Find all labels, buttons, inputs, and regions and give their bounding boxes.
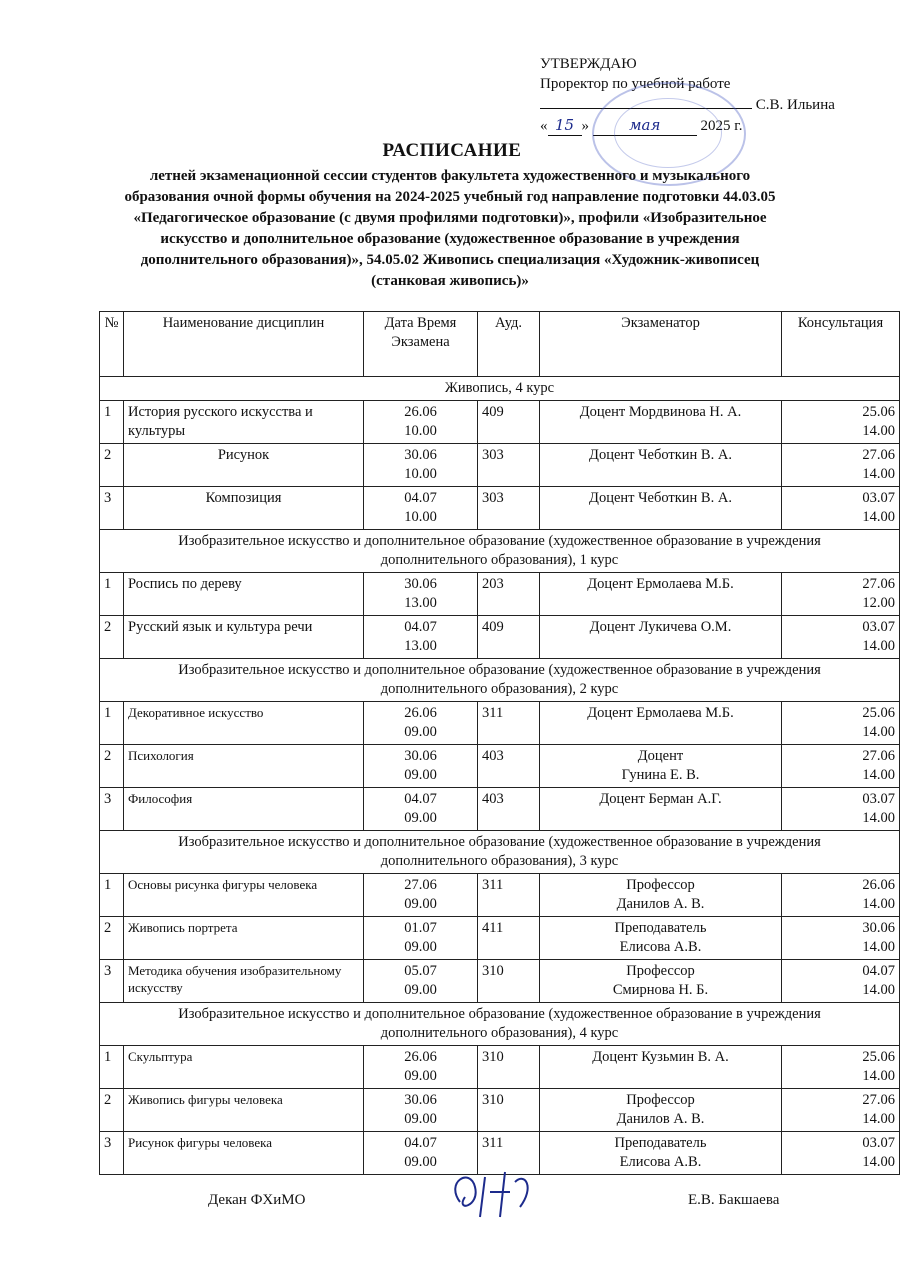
cell-num-value: 3 (104, 791, 112, 807)
cell-examiner-value: Профессор Данилов А. В. (616, 877, 705, 912)
table-row (100, 702, 900, 745)
cell-date-value: 01.07 (404, 920, 437, 936)
section-header-row (100, 831, 900, 874)
cell-consultation (782, 401, 900, 444)
cell-consultation (782, 874, 900, 917)
cell-date-value: 13.00 (404, 638, 437, 654)
cell-consultation-value: 14.00 (862, 638, 895, 654)
cell-num (100, 1132, 124, 1175)
cell-date-value: 09.00 (404, 896, 437, 912)
cell-consultation-value: 14.00 (862, 939, 895, 955)
cell-discipline-value: Живопись портрета (128, 920, 238, 935)
dean-signature (440, 1162, 550, 1222)
cell-date-value: 26.06 (404, 1049, 437, 1065)
cell-consultation-value: 14.00 (862, 1068, 895, 1084)
cell-num-value: 1 (104, 576, 112, 592)
cell-room (478, 1046, 540, 1089)
approval-day: 15 (548, 115, 582, 136)
cell-room (478, 487, 540, 530)
header-examiner: Экзаменатор (540, 312, 782, 377)
cell-num (100, 960, 124, 1003)
header-num: № (100, 312, 124, 377)
cell-num-value: 1 (104, 705, 112, 721)
cell-discipline (124, 917, 364, 960)
cell-date-value: 27.06 (404, 877, 437, 893)
cell-consultation-value: 25.06 (862, 705, 895, 721)
cell-num-value: 2 (104, 619, 112, 635)
cell-num (100, 874, 124, 917)
cell-date-value: 09.00 (404, 1154, 437, 1170)
cell-date-value: 05.07 (404, 963, 437, 979)
schedule-table (99, 311, 900, 1175)
table-row (100, 487, 900, 530)
cell-date-value: 09.00 (404, 1111, 437, 1127)
cell-room-value: 203 (482, 576, 504, 592)
cell-consultation-value: 03.07 (862, 619, 895, 635)
cell-date-value: 09.00 (404, 982, 437, 998)
approval-year: 2025 г. (700, 118, 743, 134)
cell-discipline-value: История русского искусства и культуры (128, 404, 313, 439)
cell-examiner (540, 960, 782, 1003)
cell-examiner (540, 702, 782, 745)
cell-examiner-value: Профессор Данилов А. В. (616, 1092, 705, 1127)
cell-date (364, 788, 478, 831)
cell-consultation (782, 745, 900, 788)
header-date: Дата Время Экзамена (364, 312, 478, 377)
cell-date-value: 13.00 (404, 595, 437, 611)
cell-discipline-value: Композиция (205, 490, 282, 506)
cell-room-value: 303 (482, 490, 504, 506)
cell-date (364, 917, 478, 960)
cell-examiner-value: Доцент Мордвинова Н. А. (579, 404, 742, 420)
cell-discipline (124, 745, 364, 788)
table-row (100, 616, 900, 659)
cell-date (364, 702, 478, 745)
cell-date (364, 1046, 478, 1089)
approval-month: мая (593, 115, 697, 136)
cell-consultation-value: 27.06 (862, 1092, 895, 1108)
cell-room (478, 702, 540, 745)
approval-position: Проректор по учебной работе (540, 76, 731, 92)
cell-discipline-value: Психология (128, 748, 194, 763)
cell-num (100, 917, 124, 960)
cell-consultation-value: 14.00 (862, 466, 895, 482)
cell-examiner (540, 487, 782, 530)
cell-consultation-value: 14.00 (862, 982, 895, 998)
table-row (100, 444, 900, 487)
cell-examiner-value: Доцент Чеботкин В. А. (589, 490, 732, 506)
cell-num-value: 3 (104, 1135, 112, 1151)
cell-room-value: 310 (482, 1049, 504, 1065)
table-row (100, 573, 900, 616)
cell-room (478, 573, 540, 616)
cell-date-value: 09.00 (404, 810, 437, 826)
cell-examiner (540, 1089, 782, 1132)
cell-examiner-value: Доцент Ермолаева М.Б. (587, 576, 734, 592)
cell-consultation (782, 616, 900, 659)
cell-consultation-value: 27.06 (862, 748, 895, 764)
dean-name: Е.В. Бакшаева (688, 1192, 780, 1208)
cell-consultation-value: 14.00 (862, 724, 895, 740)
cell-examiner-value: Доцент Берман А.Г. (599, 791, 722, 807)
cell-num (100, 702, 124, 745)
cell-consultation (782, 788, 900, 831)
cell-discipline (124, 960, 364, 1003)
cell-consultation-value: 25.06 (862, 1049, 895, 1065)
dean-title: Декан ФХиМО (208, 1192, 306, 1208)
cell-date-value: 04.07 (404, 619, 437, 635)
cell-discipline (124, 788, 364, 831)
cell-consultation-value: 12.00 (862, 595, 895, 611)
cell-consultation (782, 1089, 900, 1132)
cell-date-value: 30.06 (404, 748, 437, 764)
cell-consultation-value: 14.00 (862, 1111, 895, 1127)
cell-examiner (540, 573, 782, 616)
cell-room-value: 409 (482, 404, 504, 420)
cell-discipline-value: Философия (128, 791, 193, 806)
cell-discipline (124, 444, 364, 487)
cell-examiner-value: Доцент Лукичева О.М. (589, 619, 732, 635)
cell-discipline-value: Живопись фигуры человека (128, 1092, 283, 1107)
cell-num-value: 1 (104, 404, 112, 420)
table-row (100, 960, 900, 1003)
cell-discipline-value: Методика обучения изобразительному искусству (128, 963, 342, 995)
cell-consultation (782, 702, 900, 745)
cell-room (478, 1089, 540, 1132)
table-header-row (100, 312, 900, 377)
cell-num-value: 2 (104, 1092, 112, 1108)
cell-consultation-value: 27.06 (862, 447, 895, 463)
approver-name: С.В. Ильина (755, 97, 835, 113)
cell-num-value: 3 (104, 963, 112, 979)
approval-heading: УТВЕРЖДАЮ (540, 56, 637, 72)
date-quote-open: « (540, 118, 548, 134)
cell-date (364, 573, 478, 616)
cell-discipline-value: Основы рисунка фигуры человека (128, 877, 318, 892)
cell-examiner-value: Доцент Кузьмин В. А. (592, 1049, 729, 1065)
cell-room-value: 310 (482, 963, 504, 979)
document-subtitle: летней экзаменационной сессии студентов факультета художественного и музыкального образования очной формы обучения на 2024-2025 учебный год направление подготовки 44.03.05 «Педагогическое образование (с двумя профилями подготовки)», профили «Изобразительное искусство и дополнительное образование (художественное образование в учреждения дополнительного образования)», 54.05.02 Живопись специализация «Художник-живописец (станковая живопись)» (124, 168, 776, 289)
table-row (100, 917, 900, 960)
cell-num (100, 487, 124, 530)
cell-date (364, 616, 478, 659)
cell-room-value: 303 (482, 447, 504, 463)
cell-num (100, 745, 124, 788)
cell-discipline (124, 874, 364, 917)
table-row (100, 1046, 900, 1089)
cell-num (100, 444, 124, 487)
header-consultation: Консультация (782, 312, 900, 377)
header-discipline: Наименование дисциплин (124, 312, 364, 377)
cell-examiner (540, 788, 782, 831)
cell-date-value: 30.06 (404, 447, 437, 463)
cell-discipline-value: Скульптура (128, 1049, 193, 1064)
cell-discipline-value: Декоративное искусство (128, 705, 264, 720)
cell-date-value: 04.07 (404, 490, 437, 506)
cell-room (478, 745, 540, 788)
cell-date-value: 04.07 (404, 791, 437, 807)
cell-consultation (782, 917, 900, 960)
cell-date (364, 1089, 478, 1132)
cell-examiner (540, 616, 782, 659)
cell-date (364, 401, 478, 444)
cell-num-value: 1 (104, 1049, 112, 1065)
table-row (100, 1089, 900, 1132)
cell-consultation-value: 26.06 (862, 877, 895, 893)
cell-consultation (782, 444, 900, 487)
cell-room-value: 403 (482, 748, 504, 764)
cell-room (478, 960, 540, 1003)
table-row (100, 788, 900, 831)
section-header-row (100, 377, 900, 401)
cell-num (100, 1089, 124, 1132)
cell-room (478, 874, 540, 917)
cell-date-value: 26.06 (404, 404, 437, 420)
cell-examiner (540, 917, 782, 960)
cell-consultation-value: 25.06 (862, 404, 895, 420)
cell-examiner (540, 444, 782, 487)
cell-examiner-value: Доцент Гунина Е. В. (621, 748, 700, 783)
cell-discipline (124, 1046, 364, 1089)
section-title: Изобразительное искусство и дополнительное образование (художественное образование в учреждения дополнительного образования), 4 курс (100, 1003, 900, 1046)
cell-discipline-value: Роспись по дереву (128, 576, 242, 592)
cell-date-value: 09.00 (404, 1068, 437, 1084)
document-title: РАСПИСАНИЕ (382, 140, 522, 161)
cell-consultation-value: 03.07 (862, 490, 895, 506)
cell-consultation (782, 1046, 900, 1089)
cell-discipline (124, 401, 364, 444)
cell-consultation-value: 14.00 (862, 810, 895, 826)
section-title: Изобразительное искусство и дополнительное образование (художественное образование в учреждения дополнительного образования), 1 курс (100, 530, 900, 573)
cell-num-value: 2 (104, 920, 112, 936)
cell-discipline (124, 573, 364, 616)
section-title: Изобразительное искусство и дополнительное образование (художественное образование в учреждения дополнительного образования), 2 курс (100, 659, 900, 702)
cell-examiner (540, 1132, 782, 1175)
cell-num-value: 1 (104, 877, 112, 893)
cell-discipline (124, 1089, 364, 1132)
cell-date (364, 487, 478, 530)
cell-examiner (540, 745, 782, 788)
section-title: Изобразительное искусство и дополнительное образование (художественное образование в учреждения дополнительного образования), 3 курс (100, 831, 900, 874)
cell-room (478, 401, 540, 444)
cell-date-value: 09.00 (404, 939, 437, 955)
cell-discipline (124, 702, 364, 745)
cell-date-value: 30.06 (404, 576, 437, 592)
cell-room (478, 616, 540, 659)
section-header-row (100, 1003, 900, 1046)
cell-consultation (782, 1132, 900, 1175)
cell-consultation (782, 487, 900, 530)
cell-consultation-value: 27.06 (862, 576, 895, 592)
cell-examiner-value: Преподаватель Елисова А.В. (614, 1135, 707, 1170)
cell-room-value: 411 (482, 920, 504, 936)
cell-num (100, 573, 124, 616)
cell-date-value: 26.06 (404, 705, 437, 721)
cell-examiner-value: Доцент Чеботкин В. А. (589, 447, 732, 463)
cell-examiner-value: Преподаватель Елисова А.В. (614, 920, 707, 955)
cell-date-value: 09.00 (404, 767, 437, 783)
cell-date-value: 30.06 (404, 1092, 437, 1108)
cell-date (364, 874, 478, 917)
cell-date-value: 10.00 (404, 509, 437, 525)
cell-examiner (540, 1046, 782, 1089)
cell-room-value: 409 (482, 619, 504, 635)
cell-num-value: 3 (104, 490, 112, 506)
table-row (100, 874, 900, 917)
cell-num (100, 401, 124, 444)
cell-consultation-value: 03.07 (862, 1135, 895, 1151)
section-title: Живопись, 4 курс (100, 377, 900, 401)
section-header-row (100, 659, 900, 702)
cell-room-value: 310 (482, 1092, 504, 1108)
cell-num (100, 616, 124, 659)
cell-discipline (124, 487, 364, 530)
cell-consultation-value: 14.00 (862, 423, 895, 439)
cell-num (100, 1046, 124, 1089)
cell-room-value: 311 (482, 705, 504, 721)
section-header-row (100, 530, 900, 573)
cell-date (364, 444, 478, 487)
cell-consultation-value: 30.06 (862, 920, 895, 936)
cell-num (100, 788, 124, 831)
cell-room (478, 917, 540, 960)
cell-num-value: 2 (104, 447, 112, 463)
date-quote-close: » (581, 118, 589, 134)
cell-room-value: 311 (482, 877, 504, 893)
cell-discipline-value: Рисунок фигуры человека (128, 1135, 273, 1150)
table-row (100, 401, 900, 444)
table-row (100, 745, 900, 788)
cell-examiner-value: Доцент Ермолаева М.Б. (587, 705, 734, 721)
cell-date-value: 10.00 (404, 423, 437, 439)
cell-num-value: 2 (104, 748, 112, 764)
cell-consultation-value: 14.00 (862, 1154, 895, 1170)
cell-room (478, 788, 540, 831)
cell-discipline (124, 616, 364, 659)
cell-consultation (782, 960, 900, 1003)
cell-date-value: 09.00 (404, 724, 437, 740)
cell-consultation-value: 14.00 (862, 767, 895, 783)
cell-date (364, 960, 478, 1003)
cell-consultation-value: 03.07 (862, 791, 895, 807)
cell-consultation-value: 14.00 (862, 509, 895, 525)
cell-room-value: 403 (482, 791, 504, 807)
cell-examiner (540, 874, 782, 917)
cell-room (478, 444, 540, 487)
cell-date-value: 04.07 (404, 1135, 437, 1151)
cell-discipline (124, 1132, 364, 1175)
cell-date-value: 10.00 (404, 466, 437, 482)
cell-date (364, 745, 478, 788)
cell-room-value: 311 (482, 1135, 504, 1151)
cell-examiner-value: Профессор Смирнова Н. Б. (612, 963, 709, 998)
cell-consultation-value: 14.00 (862, 896, 895, 912)
cell-examiner (540, 401, 782, 444)
cell-consultation (782, 573, 900, 616)
cell-discipline-value: Рисунок (217, 447, 270, 463)
cell-discipline-value: Русский язык и культура речи (128, 619, 313, 635)
header-room: Ауд. (478, 312, 540, 377)
schedule-body (100, 377, 900, 1175)
cell-consultation-value: 04.07 (862, 963, 895, 979)
